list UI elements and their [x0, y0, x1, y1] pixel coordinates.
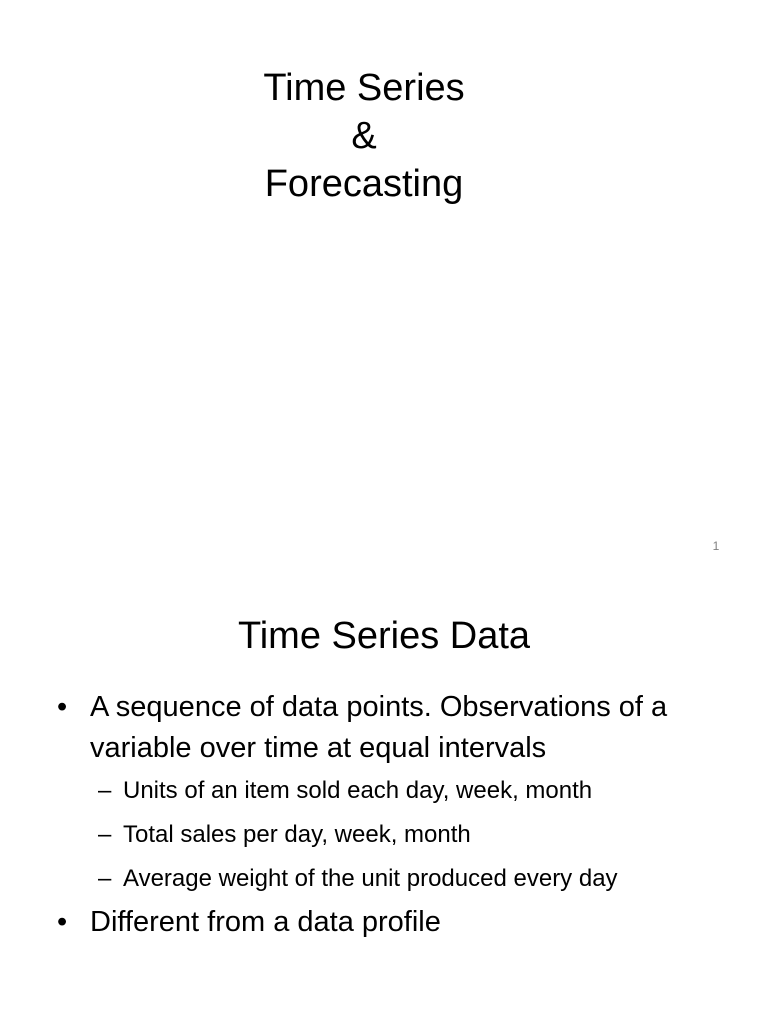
bullet-marker: • — [57, 906, 68, 938]
sub-bullet-item — [98, 769, 717, 813]
sub-bullet-text: Total sales per day, week, month — [123, 821, 471, 848]
sub-bullet-text: Units of an item sold each day, week, month — [123, 777, 593, 804]
bullet-item — [57, 902, 717, 943]
sub-bullet-item — [98, 813, 717, 857]
sub-bullet-marker: – — [98, 865, 112, 892]
sub-bullet-item — [98, 857, 717, 901]
sub-bullet-marker: – — [98, 777, 112, 804]
slide-2-title: Time Series Data — [237, 615, 531, 657]
sub-bullet-text: Average weight of the unit produced every day — [123, 865, 618, 892]
bullet-text: Different from a data profile — [90, 906, 441, 938]
bullet-item — [57, 687, 717, 769]
slide-1-title — [0, 64, 728, 208]
bullet-marker: • — [57, 691, 68, 723]
slide-1-title-line-3: Forecasting — [264, 163, 464, 205]
slide-2-bullet-list — [57, 687, 717, 943]
slide-1-page-number: 1 — [712, 539, 720, 553]
slide-1-title-line-1: Time Series — [263, 67, 465, 109]
slide-1-title-line-2: & — [351, 115, 377, 157]
slide-2 — [0, 576, 768, 1024]
sub-bullet-marker: – — [98, 821, 112, 848]
bullet-text: A sequence of data points. Observations of a variable over time at equal intervals — [90, 691, 668, 764]
